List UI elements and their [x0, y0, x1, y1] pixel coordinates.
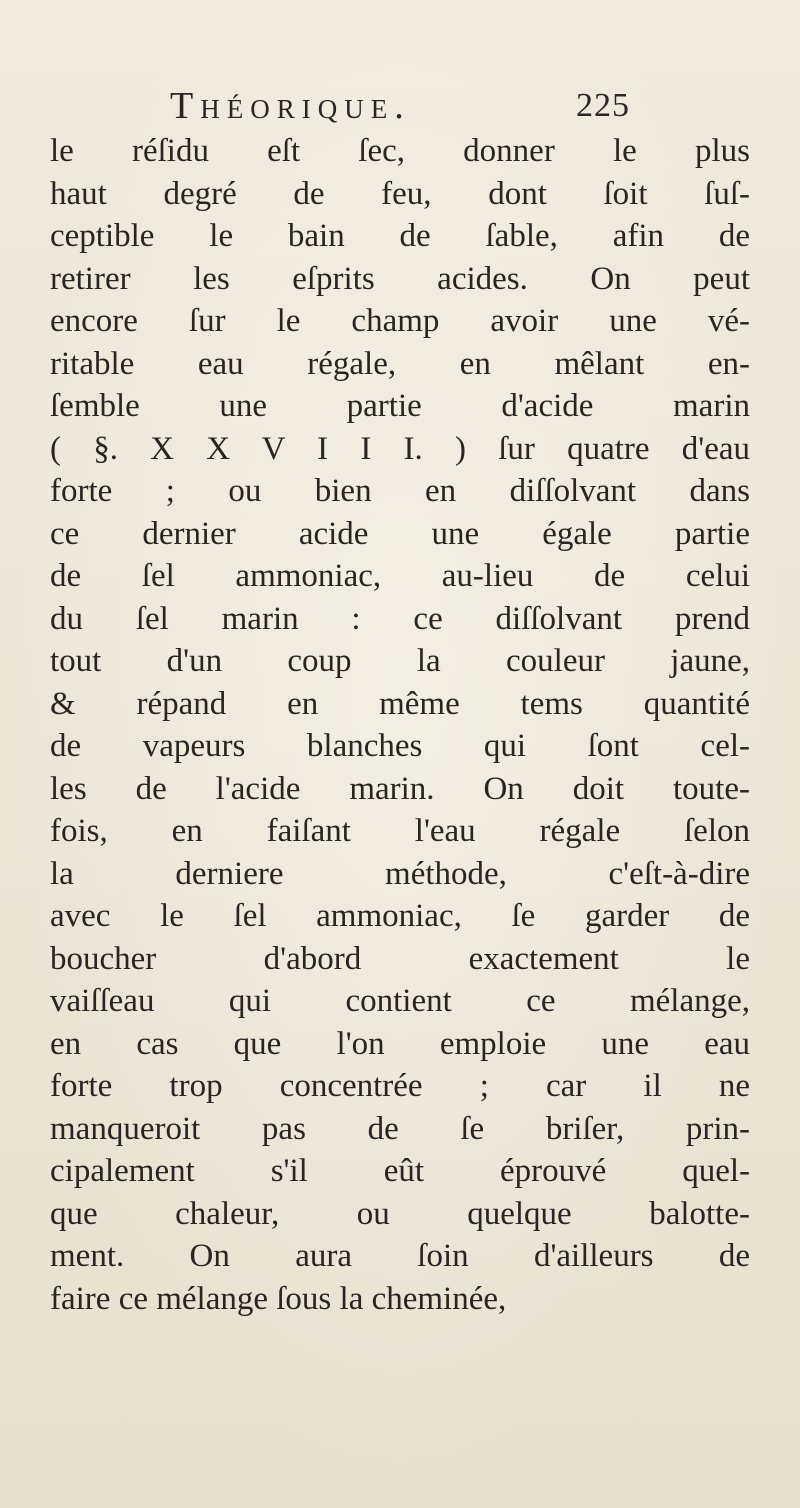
running-title: Théorique.: [170, 85, 411, 127]
page-header: [170, 86, 630, 126]
text-line: retirer les eſprits acides. On peut: [50, 260, 750, 297]
text-line: fois, en faiſant l'eau régale ſelon: [50, 813, 750, 849]
page-number: 225: [576, 87, 630, 124]
text-line: encore ſur le champ avoir une vé-: [50, 303, 750, 339]
text-line: ce dernier acide une égale partie: [50, 515, 750, 552]
text-line: boucher d'abord exactement le: [50, 940, 750, 977]
text-line: le réſidu eſt ſec, donner le plus: [50, 133, 750, 169]
text-line: & répand en même tems quantité: [50, 685, 750, 722]
text-line: en cas que l'on emploie une eau: [50, 1025, 750, 1062]
text-line: la derniere méthode, c'eſt-à-dire: [50, 855, 750, 892]
text-line: forte ; ou bien en diſſolvant dans: [50, 473, 750, 509]
text-line: tout d'un coup la couleur jaune,: [50, 643, 750, 679]
text-line: ritable eau régale, en mêlant en-: [50, 345, 750, 382]
body-text: [50, 130, 750, 1320]
text-line: ceptible le bain de ſable, afin de: [50, 218, 750, 254]
text-line: avec le ſel ammoniac, ſe garder de: [50, 898, 750, 934]
text-line: ( §. X X V I I I. ) ſur quatre d'eau: [50, 430, 750, 467]
text-line: de vapeurs blanches qui ſont cel-: [50, 728, 750, 764]
text-line: de ſel ammoniac, au-lieu de celui: [50, 558, 750, 594]
text-line: faire ce mélange ſous la cheminée,: [50, 1280, 507, 1317]
text-line: ment. On aura ſoin d'ailleurs de: [50, 1238, 750, 1274]
text-line: manqueroit pas de ſe briſer, prin-: [50, 1110, 750, 1147]
text-line: forte trop concentrée ; car il ne: [50, 1068, 750, 1104]
text-line: les de l'acide marin. On doit toute-: [50, 770, 750, 807]
text-line: vaiſſeau qui contient ce mélange,: [50, 983, 750, 1019]
text-line: ſemble une partie d'acide marin: [50, 388, 750, 424]
text-line: du ſel marin : ce diſſolvant prend: [50, 600, 750, 637]
text-line: haut degré de feu, dont ſoit ſuſ-: [50, 175, 750, 212]
text-line: que chaleur, ou quelque balotte-: [50, 1195, 750, 1232]
text-line: cipalement s'il eût éprouvé quel-: [50, 1153, 750, 1189]
